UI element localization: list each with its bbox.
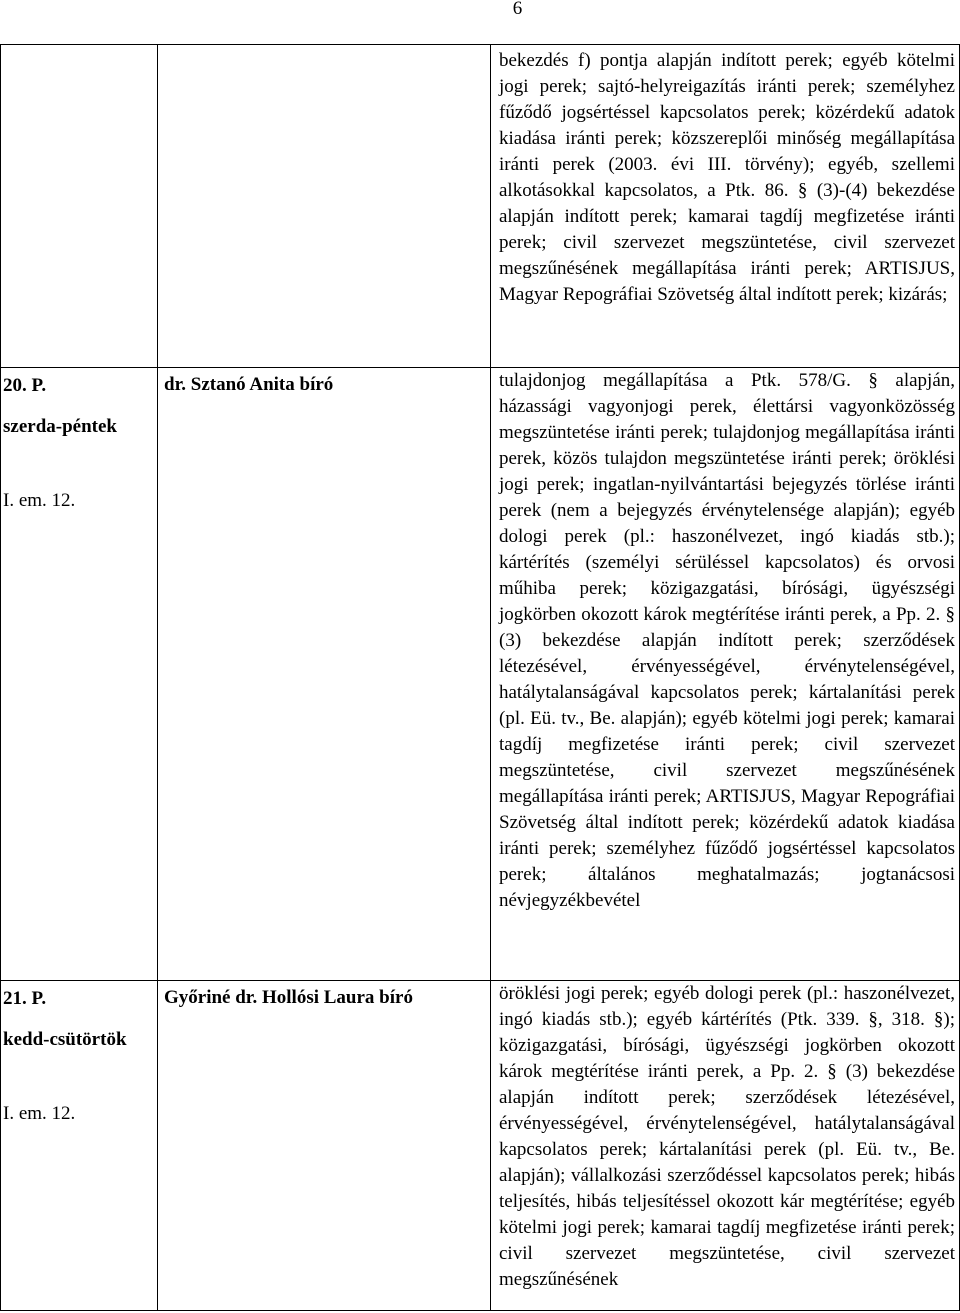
room-code: 20. P. [3, 375, 47, 396]
case-types-cell [491, 45, 960, 368]
room-days: szerda-péntek [3, 416, 117, 437]
room-floor: I. em. 12. [3, 1103, 76, 1124]
judge-cell [158, 368, 491, 981]
judge-cell [158, 45, 491, 368]
case-types-cell [491, 981, 960, 1311]
table-row [1, 45, 960, 368]
room-days [3, 91, 157, 165]
table-row [1, 981, 960, 1311]
court-schedule-table [0, 44, 960, 1311]
room-cell [1, 981, 158, 1311]
room-floor: I. em. 12. [3, 490, 76, 511]
room-code: 21. P. [3, 988, 47, 1009]
judge-name: Győriné dr. Hollósi Laura bíró [164, 987, 413, 1008]
page-number: 6 [512, 0, 523, 19]
judge-name: dr. Sztanó Anita bíró [164, 374, 334, 395]
room-code [3, 50, 157, 91]
case-types-text: bekezdés f) pontja alapján indított perek; egyéb kötelmi jogi perek; sajtó-helyreigazítás iránti perek; személyhez fűződő jogsértéssel kapcsolatos perek; közérdekű adatok kiadása iránti perek; közszereplői minőség megállapítása iránti perek (2003. évi III. törvény); egyéb, szellemi alkotásokkal kapcsolatos, a Ptk. 86. § (3)-(4) bekezdése alapján indított perek; kamarai tagdíj megfizetése iránti perek; civil szervezet megszüntetése, civil szervezet megszűnésének megállapítása iránti perek; ARTISJUS, Magyar Repográfiai Szövetség által indított perek; kizárás; [499, 50, 955, 305]
room-cell [1, 45, 158, 368]
table-row [1, 368, 960, 981]
room-days: kedd-csütörtök [3, 1029, 127, 1050]
room-cell [1, 368, 158, 981]
judge-cell [158, 981, 491, 1311]
case-types-cell [491, 368, 960, 981]
case-types-text: tulajdonjog megállapítása a Ptk. 578/G. § alapján, házassági vagyonjogi perek, élettársi vagyonközösség megszüntetése iránti perek; tulajdonjog megállapítása iránti perek, közös tulajdon megszüntetése iránti perek; öröklési jogi perek; ingatlan-nyilvántartási bejegyzés törlése iránti perek (nem a bejegyzés érvénytelensége alapján); egyéb dologi perek (pl.: haszonélvezet, ingó kiadás stb.); kártérítés (személyi sérüléssel kapcsolatos) és orvosi műhiba perek; közigazgatási, bírósági, ügyészségi jogkörben okozott károk megtérítése iránti perek, a Pp. 2. § (3) bekezdése alapján indított perek; szerződések létezésével, érvényességével, érvénytelenségével, hatálytalanságával kapcsolatos perek; kártalanítási perek (pl. Eü. tv., Be. alapján); egyéb kötelmi jogi perek; kamarai tagdíj megfizetése iránti perek; civil szervezet megszüntetése, civil szervezet megszűnésének megállapítása iránti perek; ARTISJUS, Magyar Repográfiai Szövetség által indított perek; közérdekű adatok kiadása iránti perek; személyhez fűződő jogsértéssel kapcsolatos perek; általános meghatalmazás; jogtanácsosi névjegyzékbevétel [499, 370, 955, 911]
case-types-text: öröklési jogi perek; egyéb dologi perek (pl.: haszonélvezet, ingó kiadás stb.); egyéb kártérítés (Ptk. 339. §, 318. §); közigazgatási, bírósági, ügyészségi jogkörben okozott károk megtérítése iránti perek, a Pp. 2. § (3) bekezdése alapján indított perek; szerződések létezésével, érvényességével, érvénytelenségével, hatálytalanságával kapcsolatos perek; kártalanítási perek (pl. Eü. tv., Be. alapján); vállalkozási szerződéssel kapcsolatos perek; hibás teljesítés, hibás teljesítéssel okozott kár megtérítése; egyéb kötelmi jogi perek; kamarai tagdíj megfizetése iránti perek; civil szervezet megszüntetése, civil szervezet megszűnésének [499, 983, 955, 1290]
